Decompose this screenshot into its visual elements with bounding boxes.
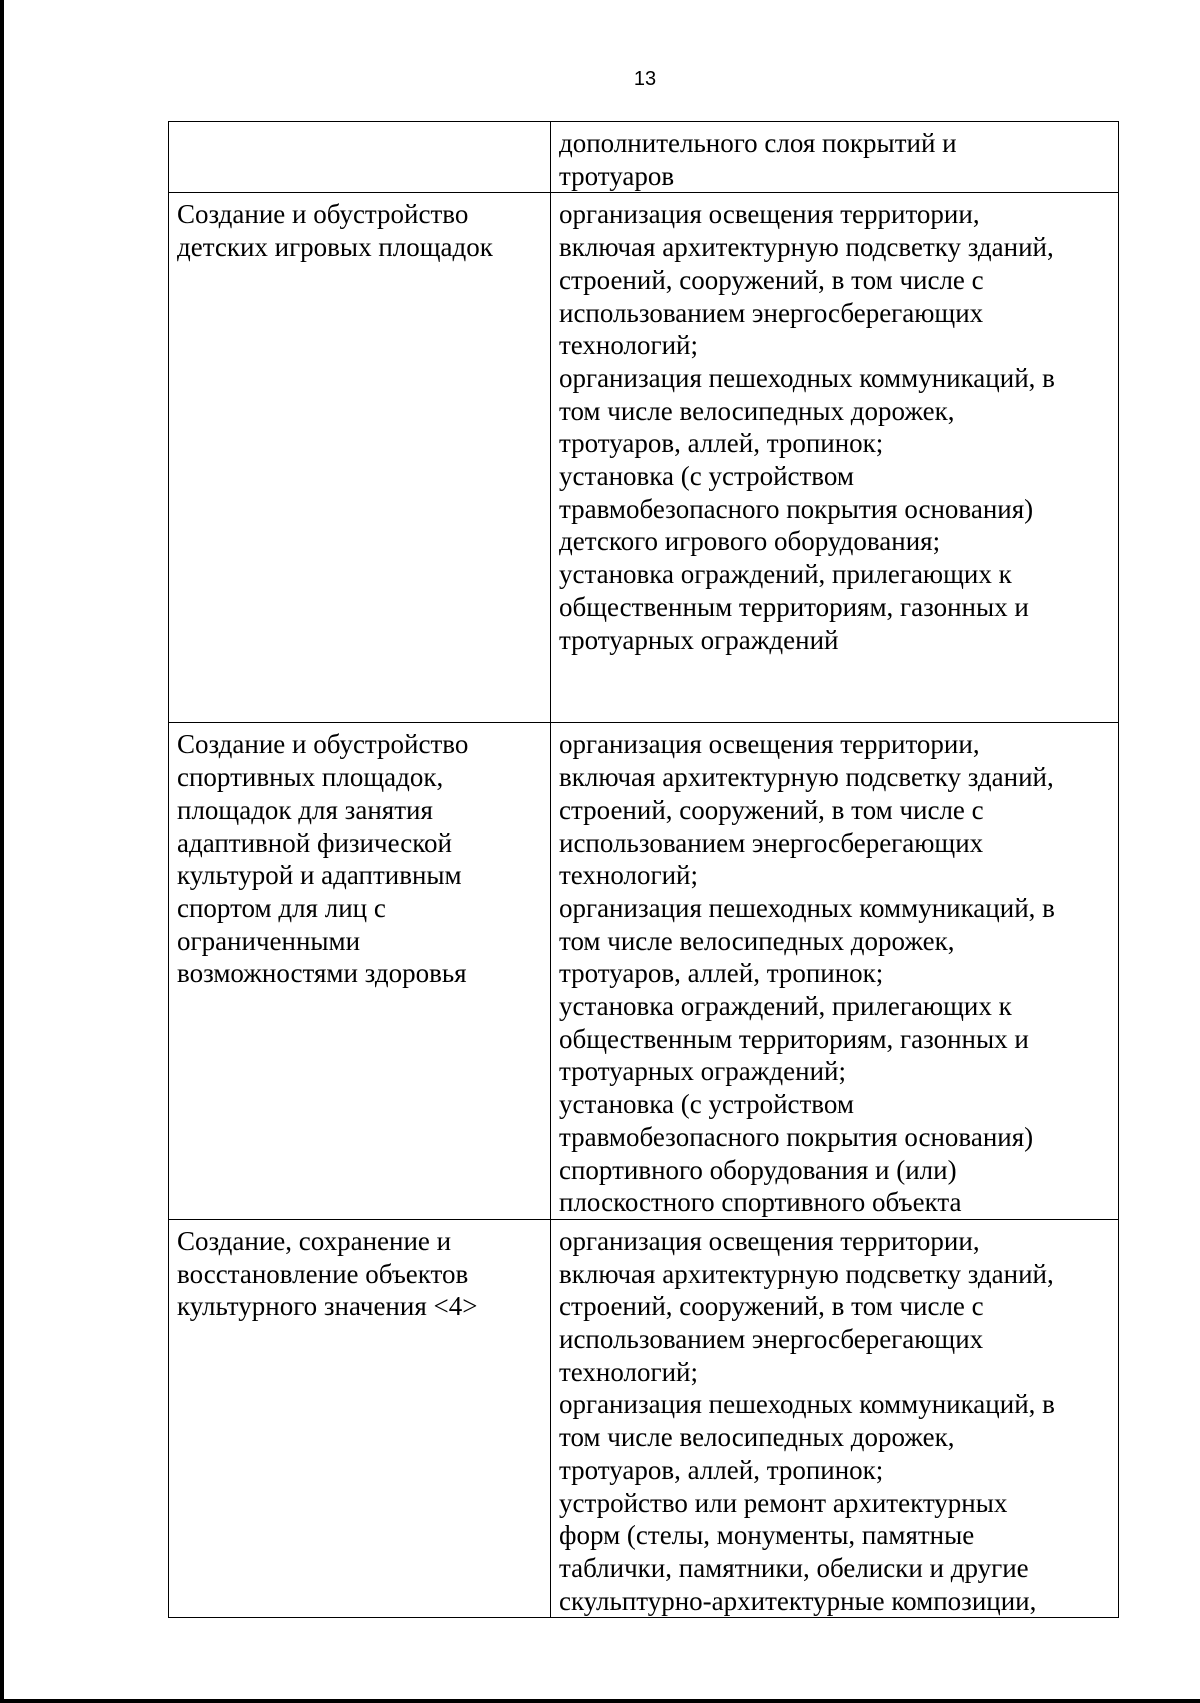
scan-bottom-edge (0, 1699, 1200, 1703)
scan-left-edge (0, 0, 4, 1703)
table-cell-works: дополнительного слоя покрытий и тротуаров (551, 122, 1119, 193)
table-cell-works: организация освещения территории, включая архитектурную подсветку зданий, строений, сооружений, в том числе с использованием энергосберегающих технологий; организация пешеходных коммуникаций, в том числе велосипедных дорожек, тротуаров, аллей, тропинок; установка (с устройством травмобезопасного покрытия основания) детского игрового оборудования; установка ограждений, прилегающих к общественным территориям, газонных и тротуарных ограждений (551, 193, 1119, 723)
table-cell-activity (169, 122, 551, 193)
table-cell-activity: Создание, сохранение и восстановление объектов культурного значения <4> (169, 1219, 551, 1617)
table-row (169, 723, 1119, 1220)
table-cell-activity: Создание и обустройство спортивных площадок, площадок для занятия адаптивной физической культурой и адаптивным спортом для лиц с ограниченными возможностями здоровья (169, 723, 551, 1220)
table-row (169, 1219, 1119, 1617)
page-number: 13 (633, 68, 657, 90)
table-cell-works: организация освещения территории, включая архитектурную подсветку зданий, строений, сооружений, в том числе с использованием энергосберегающих технологий; организация пешеходных коммуникаций, в том числе велосипедных дорожек, тротуаров, аллей, тропинок; установка ограждений, прилегающих к общественным территориям, газонных и тротуарных ограждений; установка (с устройством травмобезопасного покрытия основания) спортивного оборудования и (или) плоскостного спортивного объекта (551, 723, 1119, 1220)
table-row (169, 193, 1119, 723)
document-table (168, 121, 1119, 1618)
table-cell-works: организация освещения территории, включая архитектурную подсветку зданий, строений, сооружений, в том числе с использованием энергосберегающих технологий; организация пешеходных коммуникаций, в том числе велосипедных дорожек, тротуаров, аллей, тропинок; устройство или ремонт архитектурных форм (стелы, монументы, памятные таблички, памятники, обелиски и другие скульптурно-архитектурные композиции, (551, 1219, 1119, 1617)
table-row (169, 122, 1119, 193)
table-cell-activity: Создание и обустройство детских игровых площадок (169, 193, 551, 723)
